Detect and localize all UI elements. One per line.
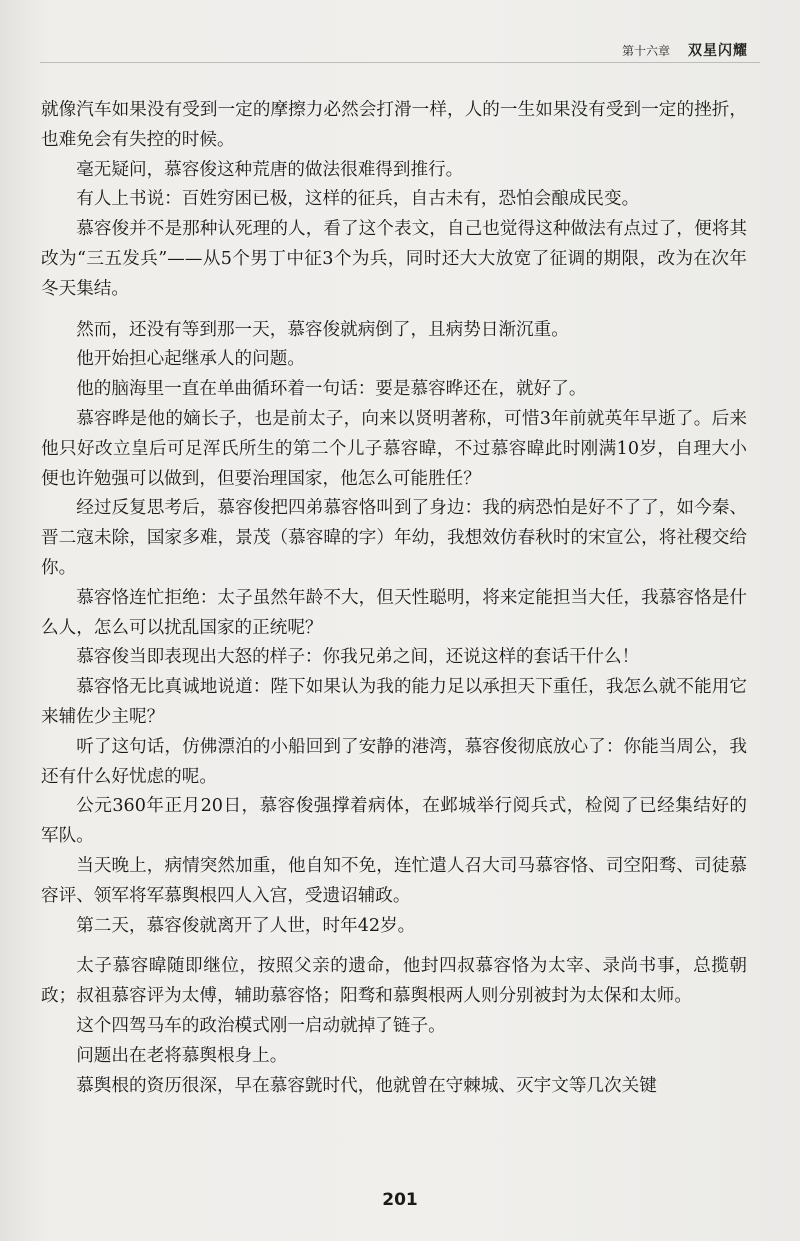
paragraph: 然而，还没有等到那一天，慕容俊就病倒了，且病势日渐沉重。 — [76, 319, 569, 340]
section-gap — [41, 941, 747, 952]
paragraph: 慕容晔是他的嫡长子，也是前太子，向来以贤明著称，可惜3年前就英年早逝了。后来他只好改立皇后可足浑氏所生的第二个儿子慕容暐，不过慕容暐此时刚满10岁，自理大小便也许勉强可以做到，但要治理国家，他怎么可能胜任？ — [41, 408, 747, 489]
paragraph: 慕容俊当即表现出大怒的样子：你我兄弟之间，还说这样的套话干什么！ — [76, 647, 640, 668]
section-gap — [41, 305, 747, 316]
paragraph: 他的脑海里一直在单曲循环着一句话：要是慕容晔还在，就好了。 — [76, 379, 587, 400]
chapter-title: 双星闪耀 — [688, 43, 748, 59]
header-rule — [40, 62, 760, 63]
paragraph: 慕容恪连忙拒绝：太子虽然年龄不大，但天性聪明，将来定能担当大任，我慕容恪是什么人，怎么可以扰乱国家的正统呢？ — [41, 587, 747, 638]
paragraph: 慕容俊并不是那种认死理的人，看了这个表文，自己也觉得这种做法有点过了，便将其改为“三五发兵”——从5个男丁中征3个为兵，同时还大大放宽了征调的期限，改为在次年冬天集结。 — [41, 219, 747, 299]
paragraph: 问题出在老将慕舆根身上。 — [76, 1045, 288, 1066]
paragraph: 经过反复思考后，慕容俊把四弟慕容恪叫到了身边：我的病恐怕是好不了了，如今秦、晋二寇未除，国家多难，景茂（慕容暐的字）年幼，我想效仿春秋时的宋宣公，将社稷交给你。 — [41, 498, 747, 578]
paragraph: 太子慕容暐随即继位，按照父亲的遗命，他封四叔慕容恪为太宰、录尚书事，总揽朝政；叔祖慕容评为太傅，辅助慕容恪；阳骛和慕舆根两人则分别被封为太保和太师。 — [41, 956, 747, 1007]
paragraph: 公元360年正月20日，慕容俊强撑着病体，在邺城举行阅兵式，检阅了已经集结好的军队。 — [41, 796, 747, 847]
body-text — [41, 96, 747, 1101]
running-header — [622, 40, 748, 60]
paragraph: 听了这句话，仿佛漂泊的小船回到了安静的港湾，慕容俊彻底放心了：你能当周公，我还有什么好忧虑的呢。 — [41, 736, 747, 787]
paragraph: 慕容恪无比真诚地说道：陛下如果认为我的能力足以承担天下重任，我怎么就不能用它来辅佐少主呢？ — [41, 677, 747, 727]
paragraph: 毫无疑问，慕容俊这种荒唐的做法很难得到推行。 — [76, 159, 464, 180]
paragraph: 他开始担心起继承人的问题。 — [76, 349, 305, 370]
paragraph: 就像汽车如果没有受到一定的摩擦力必然会打滑一样，人的一生如果没有受到一定的挫折，也难免会有失控的时候。 — [41, 100, 747, 150]
paragraph: 当天晚上，病情突然加重，他自知不免，连忙遣人召大司马慕容恪、司空阳骛、司徒慕容评、领军将军慕舆根四人入宫，受遗诏辅政。 — [41, 855, 747, 906]
paragraph: 这个四驾马车的政治模式刚一启动就掉了链子。 — [76, 1015, 446, 1036]
paragraph: 慕舆根的资历很深，早在慕容皝时代，他就曾在守棘城、灭宇文等几次关键 — [76, 1075, 657, 1096]
page-number: 201 — [382, 1190, 418, 1210]
paragraph: 有人上书说：百姓穷困已极，这样的征兵，自古未有，恐怕会酿成民变。 — [76, 189, 640, 210]
chapter-label: 第十六章 — [621, 44, 670, 58]
paragraph: 第二天，慕容俊就离开了人世，时年42岁。 — [76, 915, 416, 936]
